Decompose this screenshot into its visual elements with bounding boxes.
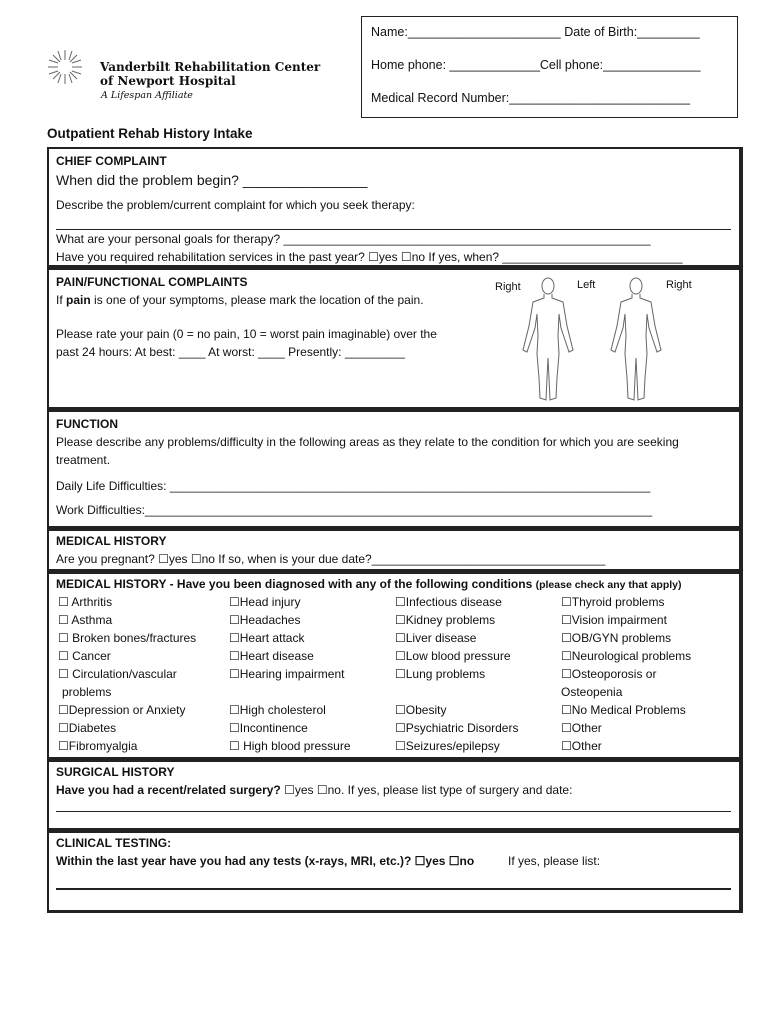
condition-item[interactable]: ☐Seizures/epilepsy	[395, 739, 500, 753]
surgery-list-line[interactable]	[56, 811, 731, 812]
chief-complaint-section	[47, 147, 743, 268]
condition-item[interactable]: ☐Psychiatric Disorders	[395, 721, 519, 735]
daily-life-field[interactable]: Daily Life Difficulties: ________________________________________________________________________	[56, 479, 651, 493]
condition-item[interactable]: ☐Vision impairment	[561, 613, 667, 627]
body-label-right-back: Right	[666, 279, 692, 291]
conditions-note: (please check any that apply)	[535, 579, 682, 591]
tests-question[interactable]: Within the last year have you had any tests (x-rays, MRI, etc.)? ☐yes ☐no	[56, 854, 475, 868]
condition-item[interactable]: ☐Heart disease	[229, 649, 314, 663]
pain-rate-label: Please rate your pain (0 = no pain, 10 = worst pain imaginable) over the	[56, 327, 437, 341]
condition-item: problems	[62, 685, 112, 699]
patient-phone-field[interactable]: Home phone: _____________Cell phone:______________	[371, 58, 701, 72]
pain-heading: PAIN/FUNCTIONAL COMPLAINTS	[56, 275, 248, 289]
condition-item[interactable]: ☐Lung problems	[395, 667, 486, 681]
pain-instr-post: is one of your symptoms, please mark the location of the pain.	[90, 293, 424, 307]
condition-item[interactable]: ☐Neurological problems	[561, 649, 692, 663]
condition-item[interactable]: ☐Head injury	[229, 595, 301, 609]
goals-field[interactable]: What are your personal goals for therapy? _______________________________________________________	[56, 232, 651, 246]
chief-complaint-heading: CHIEF COMPLAINT	[56, 154, 167, 168]
condition-item[interactable]: ☐Depression or Anxiety	[58, 703, 186, 717]
work-difficulties-field[interactable]: Work Difficulties:____________________________________________________________________________	[56, 503, 653, 517]
condition-item[interactable]: ☐Obesity	[395, 703, 447, 717]
condition-item[interactable]: ☐Liver disease	[395, 631, 477, 645]
condition-item[interactable]: ☐Hearing impairment	[229, 667, 345, 681]
function-heading: FUNCTION	[56, 417, 118, 431]
function-desc-line1: Please describe any problems/difficulty in the following areas as they relate to the condition for which you are seeking	[56, 435, 679, 449]
condition-item[interactable]: ☐Diabetes	[58, 721, 117, 735]
condition-item[interactable]: ☐ Circulation/vascular	[58, 667, 177, 681]
condition-item[interactable]: ☐ Arthritis	[58, 595, 113, 609]
page-title: Outpatient Rehab History Intake	[47, 126, 253, 141]
org-name	[100, 60, 320, 88]
tests-list-label: If yes, please list:	[508, 854, 601, 868]
org-affiliate: A Lifespan Affiliate	[101, 90, 193, 101]
condition-item[interactable]: ☐Thyroid problems	[561, 595, 665, 609]
org-name-line1: Vanderbilt Rehabilitation Center	[100, 60, 321, 74]
rehab-past-year-field[interactable]: Have you required rehabilitation services in the past year? ☐yes ☐no If yes, when? ___________________________	[56, 250, 683, 264]
clinical-testing-section	[47, 831, 743, 913]
pain-instr-bold: pain	[66, 293, 91, 307]
pain-instructions	[56, 293, 424, 307]
condition-item[interactable]: ☐Low blood pressure	[395, 649, 511, 663]
pain-rate-fields[interactable]: past 24 hours: At best: ____ At worst: ____ Presently: _________	[56, 345, 405, 359]
hospital-logo-icon	[44, 46, 86, 88]
patient-info-box	[361, 16, 738, 118]
condition-item[interactable]: ☐OB/GYN problems	[561, 631, 672, 645]
condition-item[interactable]: ☐ High blood pressure	[229, 739, 351, 753]
conditions-section	[47, 572, 743, 760]
surgery-question-bold: Have you had a recent/related surgery?	[56, 783, 281, 797]
surgical-heading: SURGICAL HISTORY	[56, 765, 175, 779]
condition-item[interactable]: ☐Osteoporosis or	[561, 667, 657, 681]
condition-item[interactable]: ☐ Cancer	[58, 649, 111, 663]
condition-item[interactable]: ☐Other	[561, 721, 602, 735]
describe-problem-line[interactable]	[56, 229, 731, 230]
conditions-heading-line	[56, 577, 682, 591]
org-name-line2: of Newport Hospital	[100, 74, 236, 88]
condition-item[interactable]: ☐Incontinence	[229, 721, 308, 735]
condition-item[interactable]: ☐ Broken bones/fractures	[58, 631, 197, 645]
condition-item[interactable]: ☐Kidney problems	[395, 613, 496, 627]
condition-item: Osteopenia	[561, 685, 623, 699]
surgical-section	[47, 760, 743, 831]
medical-history-heading: MEDICAL HISTORY	[56, 534, 167, 548]
medical-record-field[interactable]: Medical Record Number:__________________________	[371, 91, 690, 105]
surgery-question-rest: ☐yes ☐no. If yes, please list type of surgery and date:	[280, 783, 573, 797]
condition-item[interactable]: ☐High cholesterol	[229, 703, 326, 717]
medical-history-section	[47, 529, 743, 572]
pain-instr-pre: If	[56, 293, 67, 307]
condition-item[interactable]: ☐Heart attack	[229, 631, 305, 645]
condition-item[interactable]: ☐Fibromyalgia	[58, 739, 138, 753]
problem-begin-field[interactable]: When did the problem begin? ________________	[56, 172, 368, 188]
pain-section	[47, 268, 743, 410]
patient-name-dob-field[interactable]: Name:______________________ Date of Birth:_________	[371, 25, 700, 39]
clinical-testing-heading: CLINICAL TESTING:	[56, 836, 172, 850]
function-desc-line2: treatment.	[56, 453, 111, 467]
condition-item[interactable]: ☐No Medical Problems	[561, 703, 686, 717]
describe-problem-label: Describe the problem/current complaint for which you seek therapy:	[56, 198, 415, 212]
body-label-right-front: Right	[495, 281, 521, 293]
body-label-left: Left	[577, 279, 596, 291]
condition-item[interactable]: ☐Infectious disease	[395, 595, 502, 609]
body-diagram-icon[interactable]	[511, 274, 691, 406]
condition-item[interactable]: ☐ Asthma	[58, 613, 113, 627]
condition-item[interactable]: ☐Headaches	[229, 613, 301, 627]
surgery-question[interactable]	[56, 783, 572, 797]
condition-item[interactable]: ☐Other	[561, 739, 602, 753]
function-section	[47, 410, 743, 529]
conditions-heading: MEDICAL HISTORY - Have you been diagnosed with any of the following conditions	[56, 577, 533, 591]
tests-list-line[interactable]	[56, 888, 731, 890]
pregnancy-field[interactable]: Are you pregnant? ☐yes ☐no If so, when is your due date?___________________________________	[56, 552, 606, 566]
